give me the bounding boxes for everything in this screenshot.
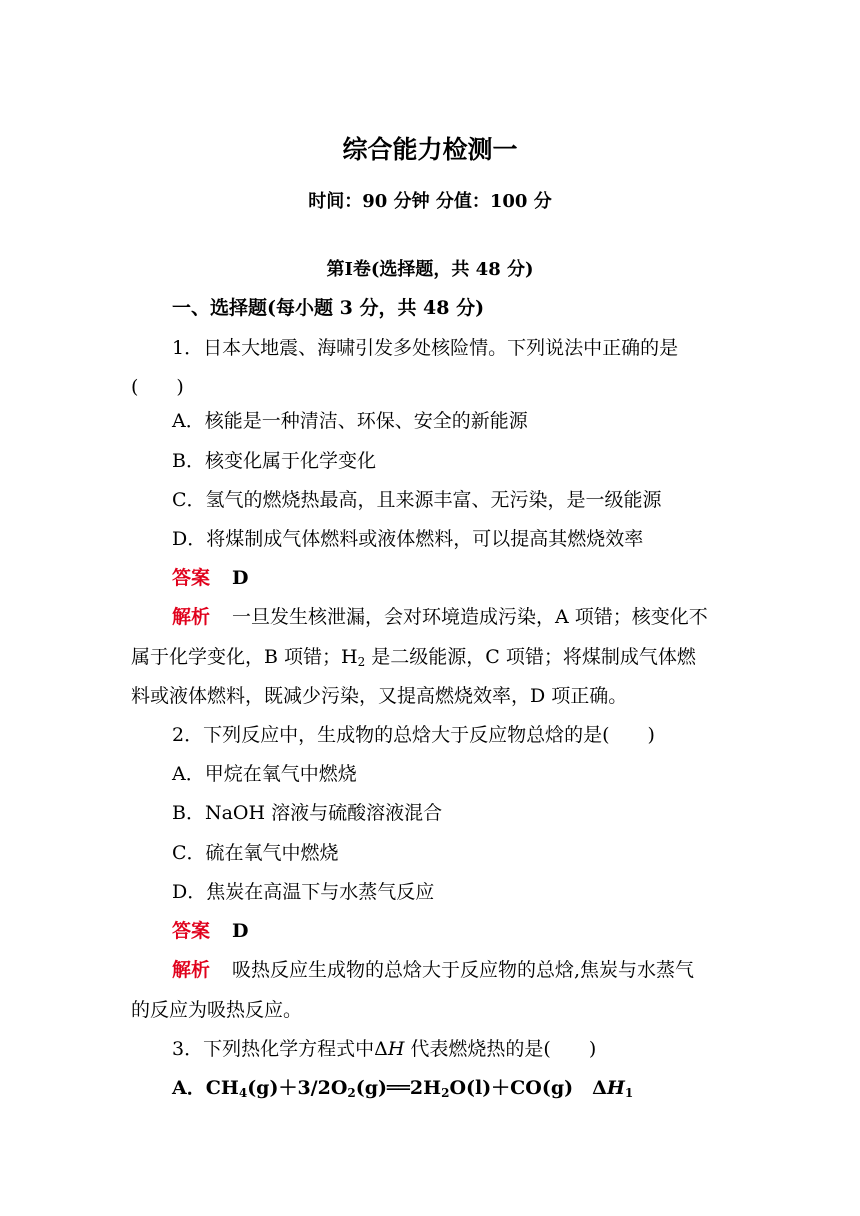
q1-analysis-line-1 [172,605,708,629]
subscript: 2 [347,1086,356,1100]
analysis-label: 解析 [172,959,211,981]
answer-value: D [232,920,249,942]
q1-stem-bracket: ( ) [131,376,184,398]
equation-text: (g)＋3/2O [247,1077,348,1099]
answer-value: D [232,567,249,589]
q2-option-b: B．NaOH 溶液与硫酸溶液混合 [172,802,443,824]
stem-text: 代表燃烧热的是( ) [404,1038,597,1060]
analysis-text: 属于化学变化，B 项错；H [131,646,358,668]
italic-symbol: H [387,1038,405,1060]
q1-option-c: C．氢气的燃烧热最高，且来源丰富、无污染，是一级能源 [172,489,662,511]
q2-analysis-line-1 [172,958,694,982]
q2-option-c: C．硫在氧气中燃烧 [172,842,339,864]
q1-option-b: B．核变化属于化学变化 [172,450,376,472]
subscript: 2 [357,655,366,669]
equation-text: A．CH [172,1077,239,1099]
q3-stem [172,1037,596,1061]
q3-option-a [172,1076,633,1100]
q2-analysis-line-2: 的反应为吸热反应。 [131,999,303,1021]
page-title: 综合能力检测一 [342,135,518,164]
analysis-text: 吸热反应生成物的总焓大于反应物的总焓,焦炭与水蒸气 [232,959,695,981]
stem-text: 3．下列热化学方程式中Δ [172,1038,388,1060]
q1-option-a: A．核能是一种清洁、环保、安全的新能源 [172,410,528,432]
q1-analysis-line-3: 料或液体燃料，既减少污染，又提高燃烧效率，D 项正确。 [131,685,628,707]
analysis-text: 一旦发生核泄漏，会对环境造成污染，A 项错；核变化不 [232,606,708,628]
q2-stem: 2．下列反应中，生成物的总焓大于反应物总焓的是( ) [172,724,655,746]
italic-symbol: H [606,1077,625,1099]
equation-text: (g)══2H [355,1077,442,1099]
subscript: 1 [624,1086,634,1100]
answer-label: 答案 [172,920,211,942]
q2-option-a: A．甲烷在氧气中燃烧 [172,763,357,785]
subscript: 4 [238,1086,248,1100]
q2-option-d: D．焦炭在高温下与水蒸气反应 [172,881,435,903]
answer-label: 答案 [172,567,211,589]
section-title: 第Ⅰ卷(选择题，共 48 分) [326,259,534,280]
equation-text: O(l)＋CO(g) Δ [449,1077,607,1099]
q1-stem: 1．日本大地震、海啸引发多处核险情。下列说法中正确的是 [172,337,679,359]
subscript: 2 [441,1086,450,1100]
exam-meta: 时间：90 分钟 分值：100 分 [308,191,552,212]
analysis-text: 是二级能源，C 项错；将煤制成气体燃 [365,646,696,668]
q1-option-d: D．将煤制成气体燃料或液体燃料，可以提高其燃烧效率 [172,528,644,550]
q1-answer [172,566,249,590]
q2-answer [172,919,249,943]
part-heading: 一、选择题(每小题 3 分，共 48 分) [172,297,485,319]
q1-analysis-line-2 [131,645,696,669]
analysis-label: 解析 [172,606,211,628]
